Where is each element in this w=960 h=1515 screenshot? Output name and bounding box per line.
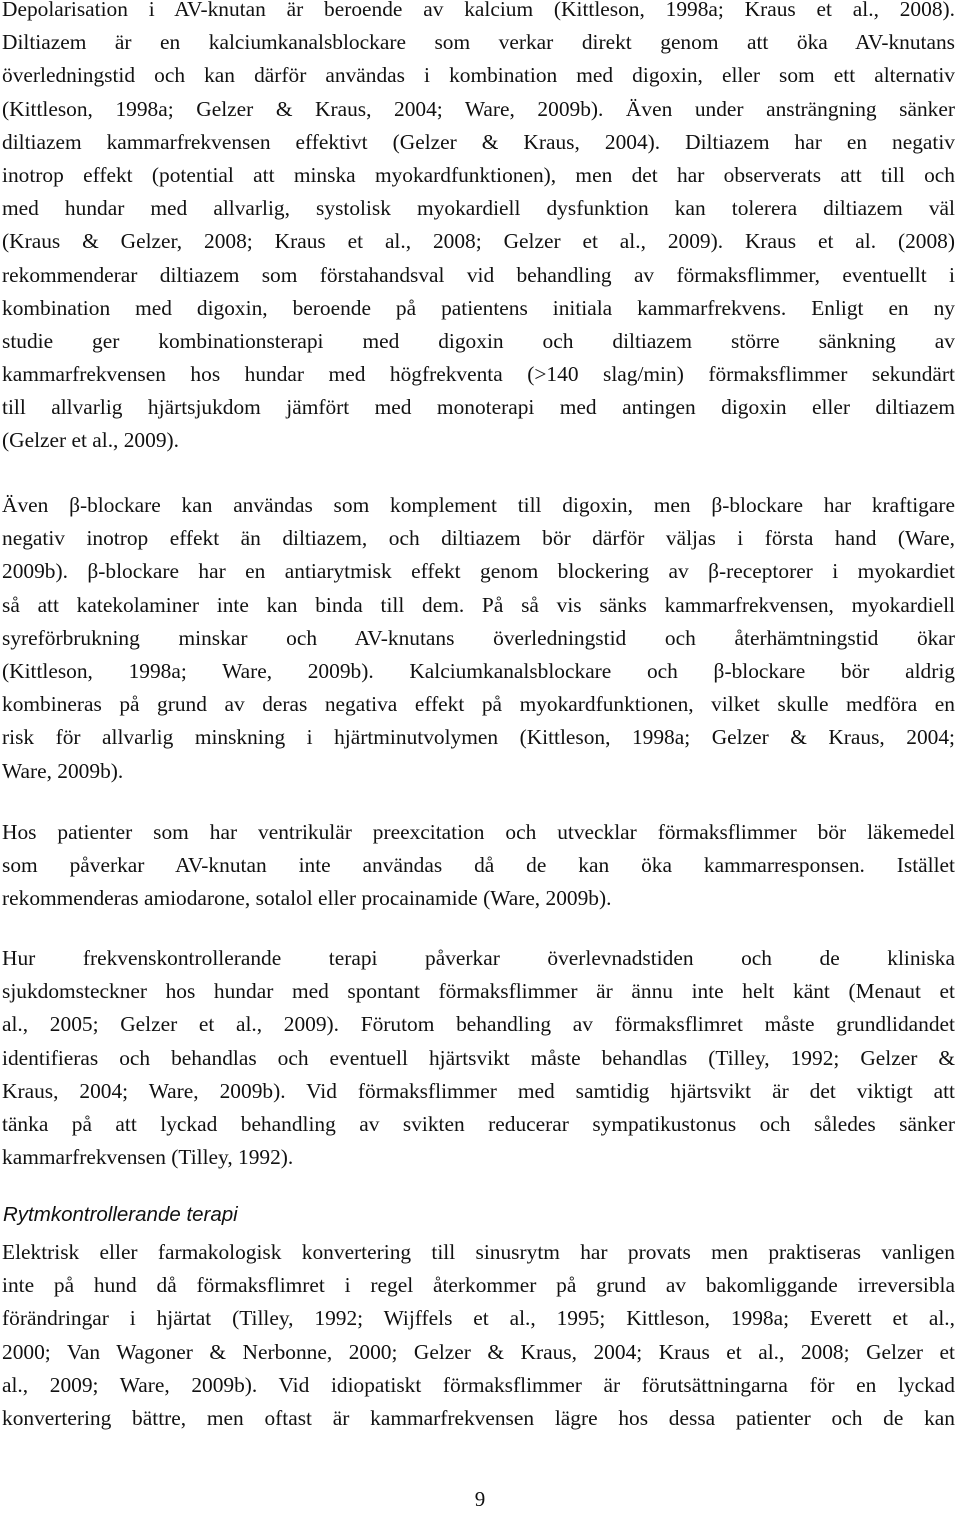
text-line: inte på hund då förmaksflimret i regel återkommer på grund av bakomliggande irreversibla xyxy=(2,1273,955,1298)
text-line: kombination med digoxin, beroende på patientens initiala kammarfrekvens. Enligt en ny xyxy=(2,295,955,320)
text-line: studie ger kombinationsterapi med digoxin och diltiazem större sänkning av xyxy=(2,328,955,353)
text-line: rekommenderas amiodarone, sotalol eller procainamide (Ware, 2009b). xyxy=(2,886,612,911)
text-line: sjukdomsteckner hos hundar med spontant förmaksflimmer är ännu inte helt känt (Menaut et xyxy=(2,979,955,1004)
text-line: Kraus, 2004; Ware, 2009b). Vid förmaksflimmer med samtidig hjärtsvikt är det viktigt att xyxy=(2,1078,955,1103)
text-line: 2000; Van Wagoner & Nerbonne, 2000; Gelzer & Kraus, 2004; Kraus et al., 2008; Gelzer et xyxy=(2,1339,955,1364)
paragraph-rhythm-control xyxy=(0,1236,955,1435)
text-line: risk för allvarlig minskning i hjärtminutvolymen (Kittleson, 1998a; Gelzer & Kraus, 2004; xyxy=(2,725,955,750)
text-line: (Kraus & Gelzer, 2008; Kraus et al., 2008; Gelzer et al., 2009). Kraus et al. (2008) xyxy=(2,229,955,254)
text-line: Elektrisk eller farmakologisk konvertering till sinusrytm har provats men praktiseras vanligen xyxy=(2,1240,955,1264)
text-line: (Kittleson, 1998a; Gelzer & Kraus, 2004; Ware, 2009b). Även under ansträngning sänker xyxy=(2,96,955,121)
text-line: (Kittleson, 1998a; Ware, 2009b). Kalciumkanalsblockare och β-blockare bör aldrig xyxy=(2,658,955,683)
text-line: identifieras och behandlas och eventuell hjärtsvikt måste behandlas (Tilley, 1992; Gelzer & xyxy=(2,1045,955,1070)
paragraph-preexcitation xyxy=(0,816,955,916)
text-line: så att katekolaminer inte kan binda till dem. På så vis sänks kammarfrekvensen, myokardiell xyxy=(2,592,955,617)
text-line: till allvarlig hjärtsjukdom jämfört med monoterapi med antingen digoxin eller diltiazem xyxy=(2,395,955,420)
text-line: al., 2005; Gelzer et al., 2009). Förutom behandling av förmaksflimret måste grundlidandet xyxy=(2,1012,955,1037)
text-line: diltiazem kammarfrekvensen effektivt (Gelzer & Kraus, 2004). Diltiazem har en negativ xyxy=(2,129,955,154)
text-line: Hos patienter som har ventrikulär preexcitation och utvecklar förmaksflimmer bör läkemedel xyxy=(2,820,955,844)
text-line: överledningstid och kan därför användas i kombination med digoxin, eller som ett alternativ xyxy=(2,63,955,88)
text-line: tänka på att lyckad behandling av svikten reducerar sympatikustonus och således sänker xyxy=(2,1111,955,1136)
text-line: kombineras på grund av deras negativa effekt på myokardfunktionen, vilket skulle medföra en xyxy=(2,692,955,717)
text-line: med hundar med allvarlig, systolisk myokardiell dysfunktion kan tolerera diltiazem väl xyxy=(2,196,955,221)
text-line: Depolarisation i AV-knutan är beroende av kalcium (Kittleson, 1998a; Kraus et al., 2008). xyxy=(2,0,955,21)
paragraph-rate-control-survival xyxy=(0,942,955,1174)
text-line: Även β-blockare kan användas som komplement till digoxin, men β-blockare har kraftigare xyxy=(2,493,955,517)
page-number: 9 xyxy=(474,1487,486,1511)
text-line: 2009b). β-blockare har en antiarytmisk effekt genom blockering av β-receptorer i myokardiet xyxy=(2,559,955,584)
section-heading: Rytmkontrollerande terapi xyxy=(3,1203,238,1226)
text-line: kammarfrekvensen (Tilley, 1992). xyxy=(2,1145,294,1170)
text-line: al., 2009; Ware, 2009b). Vid idiopatiskt förmaksflimmer är förutsättningarna för en lyckad xyxy=(2,1372,955,1397)
text-line: rekommenderar diltiazem som förstahandsval vid behandling av förmaksflimmer, eventuellt i xyxy=(2,262,955,287)
text-line: syreförbrukning minskar och AV-knutans överledningstid och återhämtningstid ökar xyxy=(2,625,955,650)
text-line: kammarfrekvensen hos hundar med högfrekventa (>140 slag/min) förmaksflimmer sekundärt xyxy=(2,362,955,387)
text-line: Diltiazem är en kalciumkanalsblockare som verkar direkt genom att öka AV-knutans xyxy=(2,30,955,55)
text-line: inotrop effekt (potential att minska myokardfunktionen), men det har observerats att till och xyxy=(2,162,955,187)
paragraph-diltiazem xyxy=(0,0,955,458)
text-line: som påverkar AV-knutan inte användas då de kan öka kammarresponsen. Istället xyxy=(2,853,955,878)
text-line: Hur frekvenskontrollerande terapi påverkar överlevnadstiden och de kliniska xyxy=(2,946,955,970)
text-line: negativ inotrop effekt än diltiazem, och diltiazem bör därför väljas i första hand (Ware, xyxy=(2,526,955,551)
text-line: Ware, 2009b). xyxy=(2,758,124,783)
paragraph-beta-blockers xyxy=(0,489,955,788)
text-line: (Gelzer et al., 2009). xyxy=(2,428,179,453)
text-line: förändringar i hjärtat (Tilley, 1992; Wijffels et al., 1995; Kittleson, 1998a; Everett et al., xyxy=(2,1306,955,1331)
text-line: konvertering bättre, men oftast är kammarfrekvensen lägre hos dessa patienter och de kan xyxy=(2,1405,955,1430)
